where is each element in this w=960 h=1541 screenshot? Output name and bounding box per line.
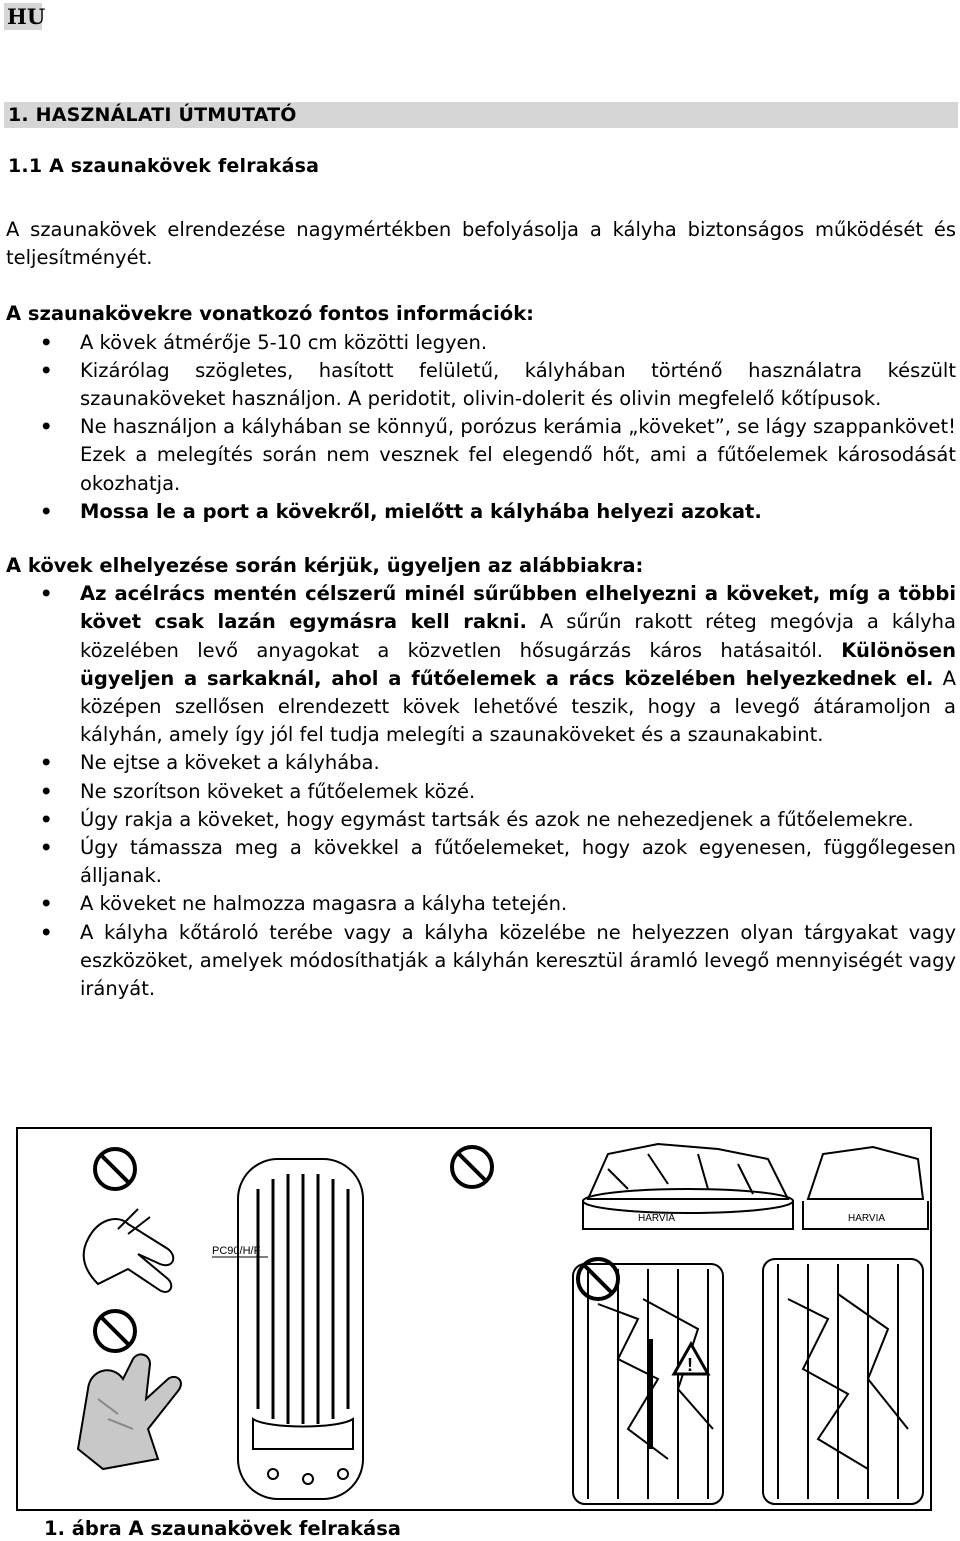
bullet-icon: •: [40, 920, 53, 944]
bullet-icon: •: [40, 415, 53, 439]
list-item: • Ne használjon a kályhában se könnyű, porózus kerámia „köveket”, se lágy szappankövet! Ezek a melegítés során nem vesznek fel elegendő hőt, ami a fűtőelemek károsodását okozhatja.: [40, 415, 956, 495]
list-item: • A köveket ne halmozza magasra a kályha tetején.: [6, 890, 956, 918]
warning-icon: [674, 1344, 708, 1375]
list-item: • Úgy támassza meg a kövekkel a fűtőelemeket, hogy azok egyenesen, függőlegesen álljanak.: [40, 836, 956, 888]
figure-caption: 1. ábra A szaunakövek felrakása: [44, 1517, 401, 1540]
list-item: • A kövek átmérője 5-10 cm közötti legyen.: [6, 329, 956, 357]
brand-label: HARVIA: [638, 1213, 676, 1224]
list-item: • Mossa le a port a kövekről, mielőtt a kályhába helyezi azokat.: [6, 498, 956, 526]
bullet-icon: •: [40, 499, 53, 523]
heater-elements-drawing: [212, 1159, 363, 1499]
bullet-icon: •: [40, 582, 53, 606]
placement-list: [6, 580, 956, 1003]
brand-label: HARVIA: [848, 1213, 886, 1224]
prohibited-icon: [95, 1149, 135, 1189]
main-text: [6, 216, 956, 1003]
list-item: • Úgy rakja a köveket, hogy egymást tartsák és azok ne nehezedjenek a fűtőelemekre.: [6, 806, 956, 834]
info-heading: A szaunakövekre vonatkozó fontos információk:: [6, 302, 534, 326]
overfilled-heater-drawing: [583, 1144, 928, 1229]
list-item: • A kályha kőtároló terébe vagy a kályha közelébe ne helyezzen olyan tárgyakat vagy eszközöket, amelyek módosíthatják a kályhán keresztül áramló levegő mennyiségét vagy irányát.: [40, 920, 956, 1001]
intro-paragraph: A szaunakövek elrendezése nagymértékben befolyásolja a kályha biztonságos működését és teljesítményét.: [6, 218, 956, 270]
bullet-icon: •: [40, 358, 53, 382]
placement-heading: A kövek elhelyezése során kérjük, ügyeljen az alábbiakra:: [6, 554, 644, 578]
bullet-icon: •: [40, 836, 53, 860]
stone-cage-drawing: [573, 1259, 923, 1504]
list-item: • Az acélrács mentén célszerű minél sűrűbben elhelyezni a köveket, míg a többi követ csak lazán egymásra kell rakni. A sűrűn rakott réteg megóvja a kályha közelében levő anyagokat a közvetlen hősugárzás káros hatásaitól. Különösen ügyeljen a sarkaknál, ahol a fűtőelemek a rács közelében helyezkednek el. A középen szellősen elrendezett kövek lehetővé teszik, hogy a levegő átáramoljon a kályhán, amely így jól fel tudja melegíti a szaunaköveket és a szaunakabint.: [40, 582, 957, 747]
language-tag: HU: [4, 3, 42, 30]
bullet-icon: •: [40, 751, 53, 775]
list-item: • Kizárólag szögletes, hasított felületű, kályhában történő használatra készült szaunaköveket használjon. A peridotit, olivin-dolerit és olivin megfelelő kőtípusok.: [40, 358, 956, 411]
glove-icon: [78, 1354, 181, 1469]
info-list: [6, 329, 956, 526]
svg-text:!: !: [687, 1355, 693, 1375]
bullet-icon: •: [40, 892, 53, 916]
prohibited-icon: [95, 1311, 135, 1351]
prohibited-icon: [452, 1147, 492, 1187]
section-title: 1. HASZNÁLATI ÚTMUTATÓ: [4, 102, 958, 128]
list-item: • Ne ejtse a köveket a kályhába.: [6, 749, 956, 777]
list-item: • Ne szorítson köveket a fűtőelemek közé.: [6, 778, 956, 806]
hand-icon: [84, 1209, 174, 1292]
subsection-title: 1.1 A szaunakövek felrakása: [8, 155, 320, 177]
model-label: PC90/H/F: [212, 1245, 261, 1257]
bullet-icon: •: [40, 779, 53, 803]
bullet-icon: •: [40, 330, 53, 354]
figure-illustration: [18, 1129, 930, 1509]
bullet-icon: •: [40, 807, 53, 831]
stone-placement-figure: [16, 1127, 932, 1511]
